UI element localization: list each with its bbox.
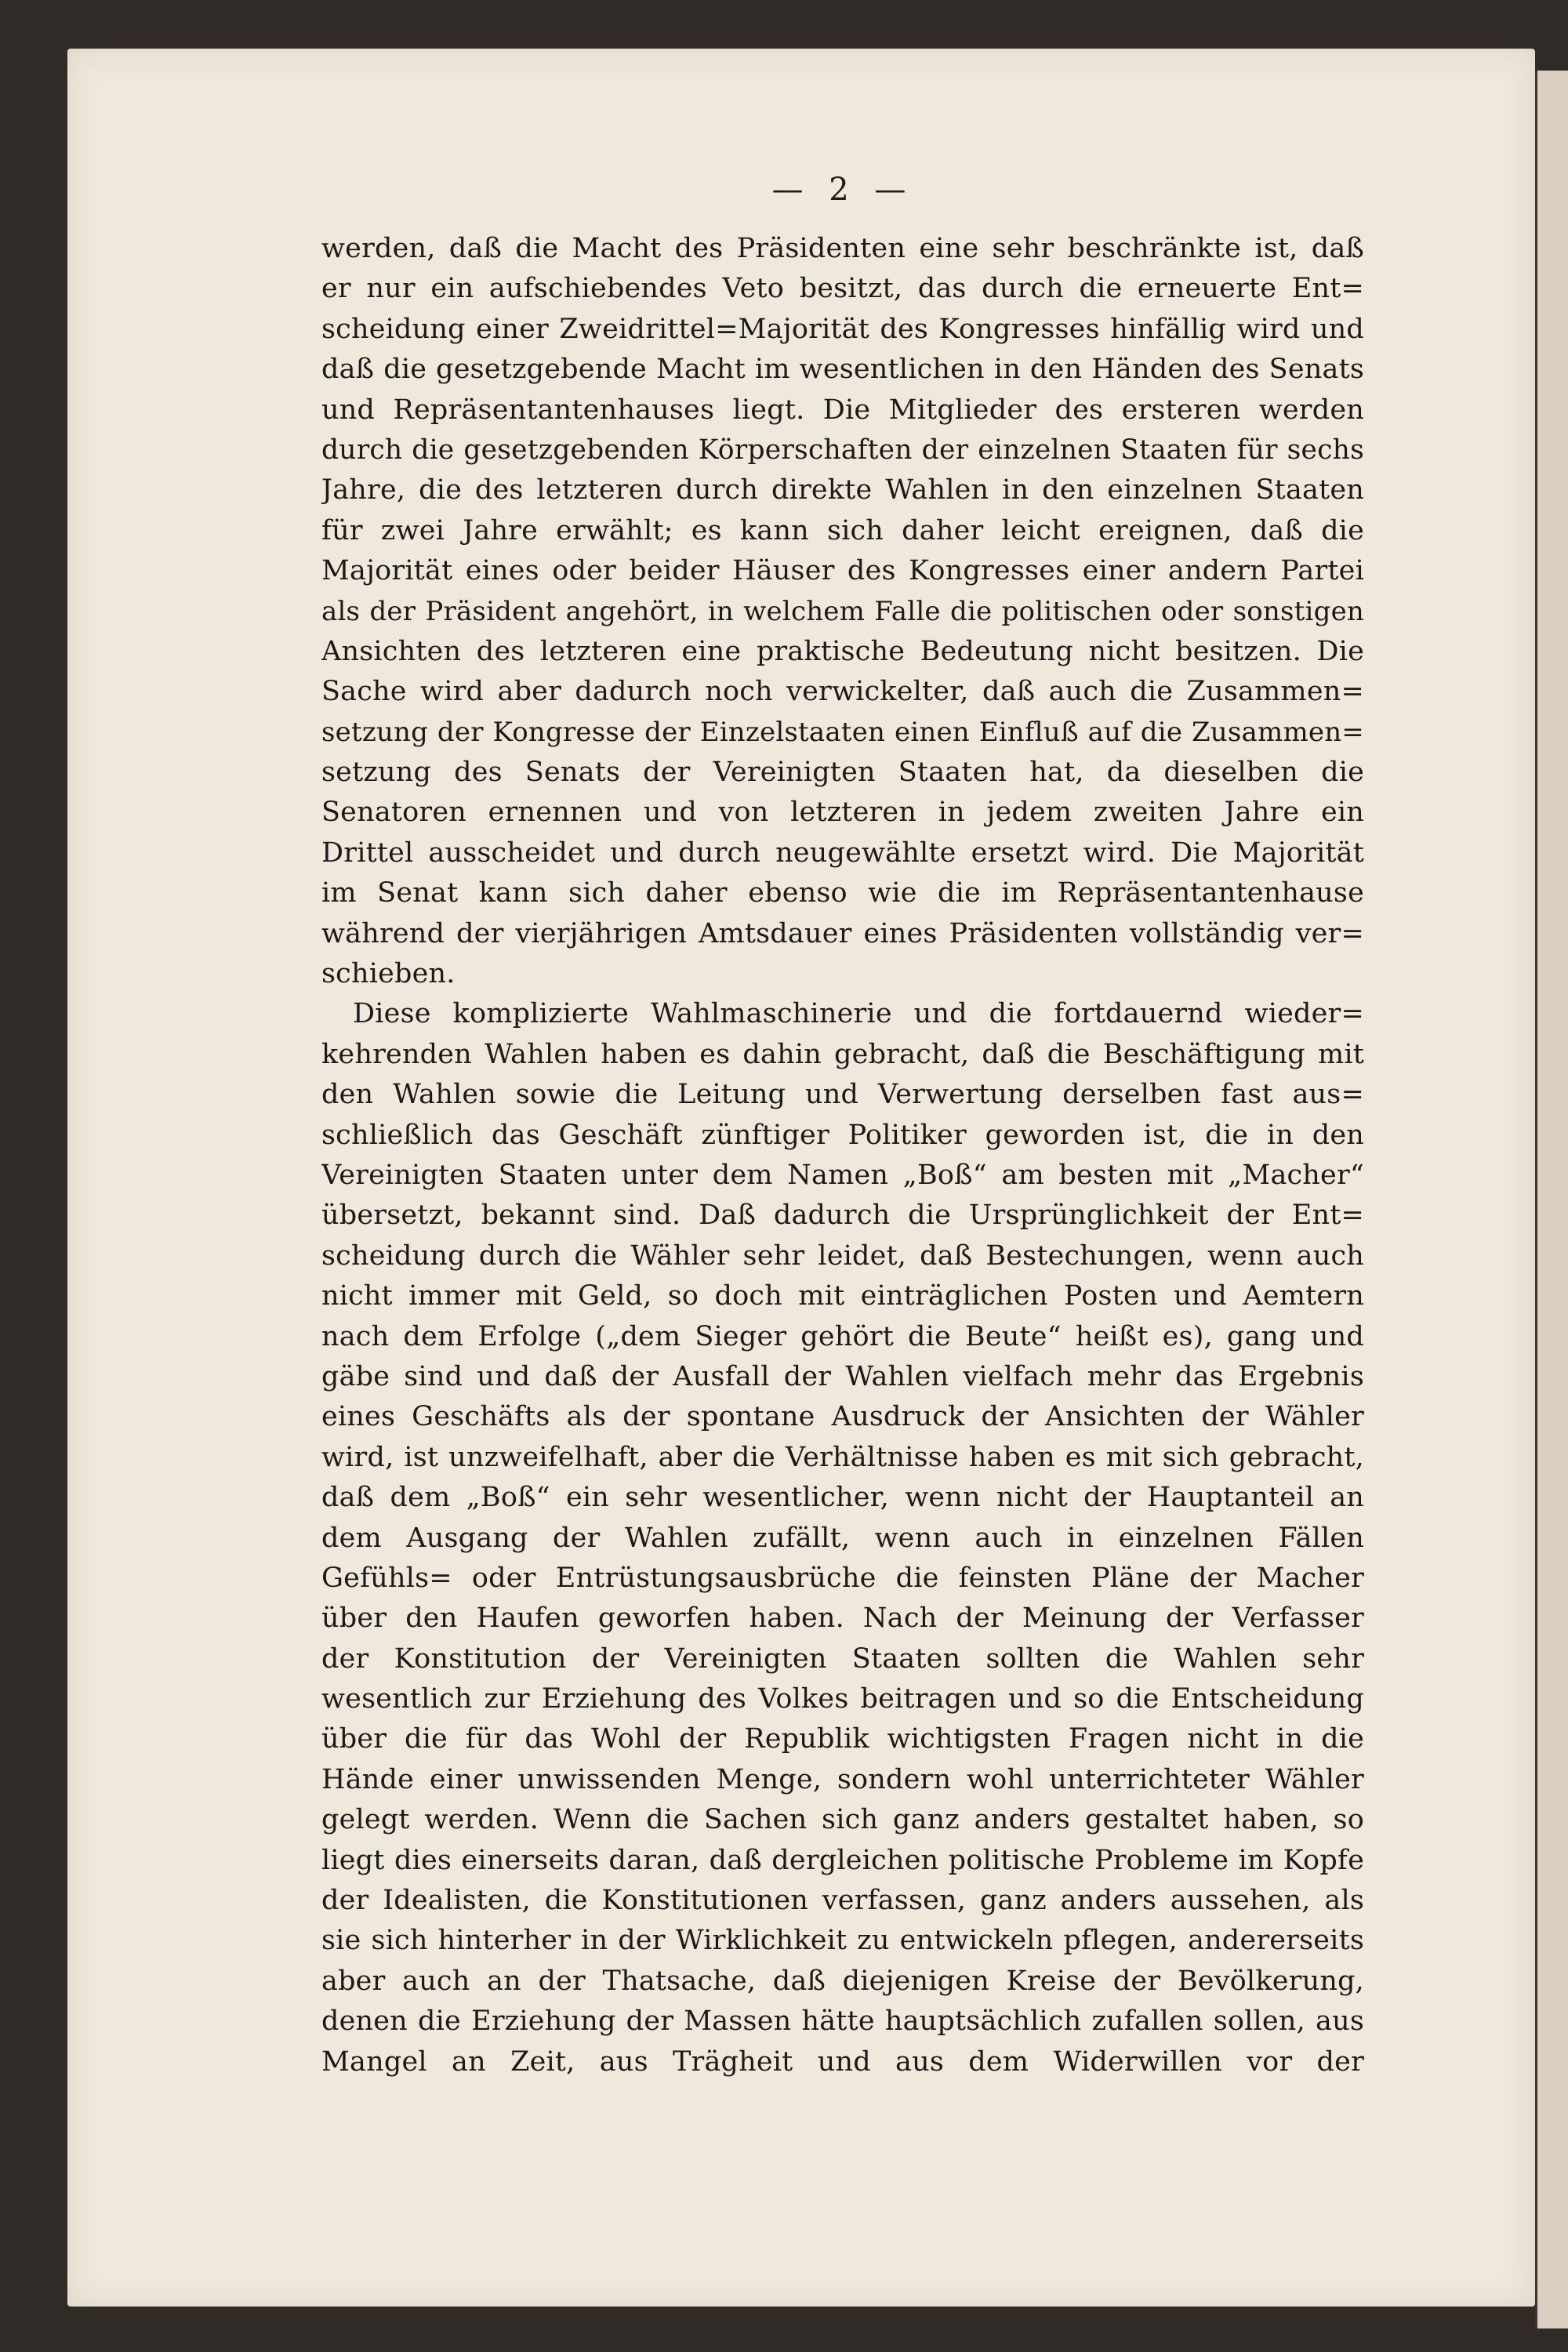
text-line: er nur ein aufschiebendes Veto besitzt, das durch die erneuerte Ent= (321, 273, 1364, 305)
text-line: setzung des Senats der Vereinigten Staaten hat, da dieselben die (321, 757, 1364, 789)
text-line: nach dem Erfolge („dem Sieger gehört die Beute“ heißt es), gang und (321, 1320, 1364, 1352)
text-line: Sache wird aber dadurch noch verwickelter, daß auch die Zusammen= (321, 676, 1364, 708)
text-line: übersetzt, bekannt sind. Daß dadurch die Ursprünglichkeit der Ent= (321, 1200, 1364, 1232)
text-line: eines Geschäfts als der spontane Ausdruck der Ansichten der Wähler (321, 1401, 1364, 1433)
text-line: Jahre, die des letzteren durch direkte Wahlen in den einzelnen Staaten (321, 474, 1364, 506)
text-line: daß die gesetzgebende Macht im wesentlichen in den Händen des Senats (321, 354, 1364, 386)
text-line: sie sich hinterher in der Wirklichkeit zu entwickeln pflegen, andererseits (321, 1925, 1364, 1957)
text-line: der Konstitution der Vereinigten Staaten sollten die Wahlen sehr (321, 1642, 1364, 1675)
next-page-edge (1535, 71, 1568, 2328)
text-line: schließlich das Geschäft zünftiger Politiker geworden ist, die in den (321, 1119, 1364, 1151)
text-line: aber auch an der Thatsache, daß diejenigen Kreise der Bevölkerung, (321, 1965, 1364, 1997)
text-line: durch die gesetzgebenden Körperschaften der einzelnen Staaten für sechs (321, 434, 1364, 466)
text-line: wird, ist unzweifelhaft, aber die Verhältnisse haben es mit sich gebracht, (321, 1441, 1364, 1473)
text-line: schieben. (321, 958, 456, 990)
text-line: Drittel ausscheidet und durch neugewählte ersetzt wird. Die Majorität (321, 837, 1364, 869)
text-line: scheidung einer Zweidrittel=Majorität des Kongresses hinfällig wird und (321, 313, 1364, 345)
text-line: der Idealisten, die Konstitutionen verfassen, ganz anders aussehen, als (321, 1885, 1364, 1917)
text-line: über die für das Wohl der Republik wichtigsten Fragen nicht in die (321, 1723, 1364, 1755)
text-line: scheidung durch die Wähler sehr leidet, daß Bestechungen, wenn auch (321, 1240, 1364, 1272)
text-line: während der vierjährigen Amtsdauer eines Präsidenten vollständig ver= (321, 917, 1364, 949)
text-line: als der Präsident angehört, in welchem Falle die politischen oder sonstigen (321, 595, 1364, 627)
text-line: und Repräsentantenhauses liegt. Die Mitglieder des ersteren werden (321, 394, 1364, 426)
text-line: setzung der Kongresse der Einzelstaaten einen Einfluß auf die Zusammen= (321, 716, 1364, 748)
text-line: Ansichten des letzteren eine praktische Bedeutung nicht besitzen. Die (321, 635, 1364, 667)
text-line: Senatoren ernennen und von letzteren in jedem zweiten Jahre ein (321, 797, 1364, 829)
text-line: liegt dies einerseits daran, daß dergleichen politische Probleme im Kopfe (321, 1844, 1364, 1876)
text-line: Vereinigten Staaten unter dem Namen „Boß“ am besten mit „Macher“ (321, 1159, 1364, 1191)
text-line: im Senat kann sich daher ebenso wie die im Repräsentantenhause (321, 877, 1364, 909)
text-line: Gefühls= oder Entrüstungsausbrüche die feinsten Pläne der Macher (321, 1562, 1364, 1594)
text-line: Mangel an Zeit, aus Trägheit und aus dem Widerwillen vor der (321, 2045, 1364, 2078)
text-line: Hände einer unwissenden Menge, sondern wohl unterrichteter Wähler (321, 1763, 1364, 1795)
text-line: Majorität eines oder beider Häuser des Kongresses einer andern Partei (321, 555, 1364, 587)
text-line: gelegt werden. Wenn die Sachen sich ganz anders gestaltet haben, so (321, 1804, 1364, 1836)
text-line: daß dem „Boß“ ein sehr wesentlicher, wenn nicht der Hauptanteil an (321, 1482, 1364, 1514)
text-line: Diese komplizierte Wahlmaschinerie und die fortdauernd wieder= (353, 998, 1364, 1030)
body-text (321, 229, 1364, 2082)
text-line: denen die Erziehung der Massen hätte hauptsächlich zufallen sollen, aus (321, 2005, 1364, 2038)
text-line: nicht immer mit Geld, so doch mit einträglichen Posten und Aemtern (321, 1280, 1364, 1312)
page-number: — 2 — (771, 172, 914, 208)
page-content (321, 172, 1364, 2082)
text-line: dem Ausgang der Wahlen zufällt, wenn auch in einzelnen Fällen (321, 1522, 1364, 1554)
text-line: wesentlich zur Erziehung des Volkes beitragen und so die Entscheidung (321, 1683, 1364, 1715)
text-line: werden, daß die Macht des Präsidenten eine sehr beschränkte ist, daß (321, 233, 1364, 264)
text-line: den Wahlen sowie die Leitung und Verwertung derselben fast aus= (321, 1079, 1364, 1111)
text-line: über den Haufen geworfen haben. Nach der Meinung der Verfasser (321, 1602, 1364, 1635)
text-line: gäbe sind und daß der Ausfall der Wahlen vielfach mehr das Ergebnis (321, 1360, 1364, 1392)
text-line: kehrenden Wahlen haben es dahin gebracht, daß die Beschäftigung mit (321, 1038, 1364, 1070)
text-line: für zwei Jahre erwählt; es kann sich daher leicht ereignen, daß die (321, 514, 1364, 546)
